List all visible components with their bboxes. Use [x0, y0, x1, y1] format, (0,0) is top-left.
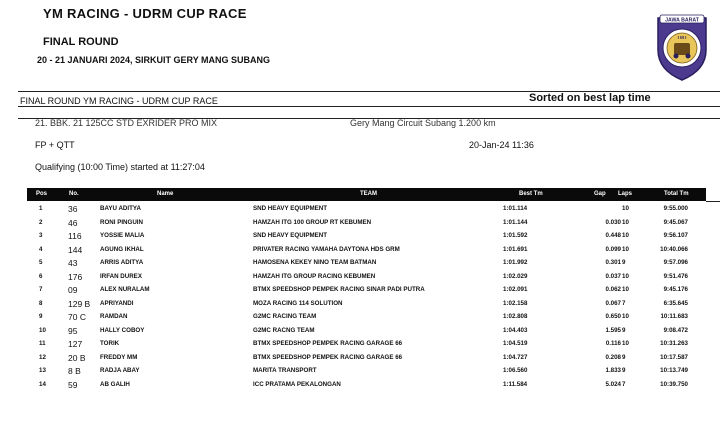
team-cell: BTMX SPEEDSHOP PEMPEK RACING SINAR PADI PUTRA: [253, 286, 425, 293]
team-cell: HAMZAH ITG GROUP RACING KEBUMEN: [253, 272, 376, 280]
team-cell: G2MC RACNG TEAM: [253, 326, 315, 334]
pos-cell: 3: [39, 232, 43, 239]
laps-cell: 10: [622, 272, 629, 280]
number-cell: 20 B: [68, 352, 86, 363]
gap-cell: 0.037: [605, 272, 621, 280]
sort-note: Sorted on best lap time: [529, 92, 651, 104]
laps-cell: 9: [622, 367, 626, 374]
table-row: [27, 230, 706, 244]
laps-cell: 10: [622, 313, 629, 320]
number-cell: 127: [68, 339, 83, 349]
table-row: [27, 271, 706, 285]
gap-cell: 0.208: [605, 353, 621, 361]
best-time-cell: 1:11.584: [503, 380, 528, 388]
table-row: [27, 338, 706, 352]
laps-cell: 9: [622, 326, 626, 334]
total-time-cell: 9:51.476: [663, 272, 688, 280]
total-time-cell: 9:45.176: [663, 286, 688, 293]
event-dates-venue: 20 - 21 JANUARI 2024, SIRKUIT GERY MANG SUBANG: [37, 55, 271, 65]
rider-name-cell: TORIK: [100, 340, 120, 347]
number-cell: 176: [68, 271, 83, 282]
table-row: [27, 217, 706, 231]
rider-name-cell: AB GALIH: [100, 380, 130, 388]
best-time-cell: 1:01.691: [503, 245, 528, 253]
pos-cell: 4: [39, 245, 43, 253]
laps-cell: 10: [622, 245, 629, 253]
laps-cell: 10: [622, 218, 629, 226]
laps-cell: 7: [622, 380, 626, 388]
table-row: [27, 257, 706, 271]
number-cell: 8 B: [68, 366, 81, 376]
gap-cell: 0.650: [605, 313, 621, 320]
header-name: Name: [157, 191, 174, 197]
rider-name-cell: RAMDAN: [100, 313, 128, 320]
total-time-cell: 6:35.645: [663, 299, 688, 307]
qualifying-info: Qualifying (10:00 Time) started at 11:27:04: [35, 162, 205, 172]
total-time-cell: 9:56.107: [663, 232, 688, 239]
laps-cell: 9: [622, 353, 626, 361]
rider-name-cell: RADJA ABAY: [100, 367, 140, 374]
rider-name-cell: ALEX NURALAM: [100, 286, 150, 293]
logo-text-top: JAWA BARAT: [665, 17, 699, 24]
pos-cell: 14: [39, 380, 46, 388]
team-cell: MARITA TRANSPORT: [253, 367, 317, 374]
team-cell: HAMZAH ITG 100 GROUP RT KEBUMEN: [253, 218, 372, 226]
logo-text-mid: I M I: [677, 35, 687, 40]
pos-cell: 8: [39, 299, 43, 307]
team-cell: BTMX SPEEDSHOP PEMPEK RACING GARAGE 66: [253, 353, 403, 361]
best-time-cell: 1:01.992: [503, 259, 528, 266]
rider-name-cell: BAYU ADITYA: [100, 205, 141, 212]
rider-name-cell: HALLY COBOY: [100, 326, 145, 334]
circuit-info: Gery Mang Circuit Subang 1.200 km: [350, 118, 496, 128]
rider-name-cell: ARRIS ADITYA: [100, 259, 144, 266]
laps-cell: 10: [622, 232, 629, 239]
report-subtitle: FINAL ROUND YM RACING - UDRM CUP RACE: [20, 96, 218, 106]
rider-name-cell: RONI PINGUIN: [100, 218, 143, 226]
gap-cell: 0.067: [605, 299, 621, 307]
team-cell: G2MC RACING TEAM: [253, 313, 317, 320]
pos-cell: 9: [39, 313, 43, 320]
table-row: [27, 284, 706, 298]
laps-cell: 9: [622, 259, 626, 266]
total-time-cell: 10:11.683: [660, 313, 688, 320]
total-time-cell: 10:31.263: [660, 340, 688, 347]
best-time-cell: 1:04.727: [503, 353, 528, 361]
imi-jawa-barat-logo: [652, 10, 712, 82]
total-time-cell: 10:39.750: [660, 380, 688, 388]
total-time-cell: 10:17.587: [660, 353, 688, 361]
total-time-cell: 9:55.000: [663, 205, 688, 212]
best-time-cell: 1:02.091: [503, 286, 528, 293]
event-title: YM RACING - UDRM CUP RACE: [43, 6, 247, 21]
number-cell: 46: [68, 217, 78, 228]
round-label: FINAL ROUND: [43, 36, 119, 48]
team-cell: SND HEAVY EQUIPMENT: [253, 205, 328, 212]
gap-cell: 0.116: [605, 340, 621, 347]
team-cell: HAMOSENA KEKEY NINO TEAM BATMAN: [253, 259, 377, 266]
header-best: Best Tm: [519, 191, 543, 197]
pos-cell: 2: [39, 218, 43, 226]
results-table-body: [27, 203, 706, 392]
gap-cell: 0.301: [605, 259, 621, 266]
gap-cell: 0.030: [605, 218, 621, 226]
number-cell: 70 C: [68, 312, 86, 322]
results-table-header: [27, 188, 706, 201]
table-row: [27, 352, 706, 366]
rider-name-cell: FREDDY MM: [100, 353, 138, 361]
gap-cell: 5.024: [605, 380, 621, 388]
pos-cell: 13: [39, 367, 46, 374]
table-row: [27, 325, 706, 339]
rider-name-cell: APRIYANDI: [100, 299, 134, 307]
rider-name-cell: IRFAN DUREX: [100, 272, 142, 280]
table-row: [27, 298, 706, 312]
best-time-cell: 1:02.808: [503, 313, 528, 320]
number-cell: 43: [68, 258, 78, 268]
header-pos: Pos: [36, 191, 48, 197]
number-cell: 59: [68, 379, 78, 390]
header-laps: Laps: [618, 191, 633, 197]
number-cell: 116: [68, 231, 82, 241]
total-time-cell: 10:40.066: [660, 245, 688, 253]
table-row: [27, 244, 706, 258]
rider-name-cell: AGUNG IKHAL: [100, 245, 144, 253]
rider-name-cell: YOSSIE MALIA: [100, 232, 145, 239]
best-time-cell: 1:06.560: [503, 367, 528, 374]
pos-cell: 1: [39, 205, 43, 212]
team-cell: BTMX SPEEDSHOP PEMPEK RACING GARAGE 66: [253, 340, 403, 347]
best-time-cell: 1:02.029: [503, 272, 528, 280]
best-time-cell: 1:04.403: [503, 326, 528, 334]
pos-cell: 11: [39, 340, 46, 347]
header-rule-mid: [18, 106, 720, 107]
laps-cell: 10: [622, 340, 629, 347]
session-label: FP + QTT: [35, 140, 75, 150]
laps-cell: 10: [622, 205, 629, 212]
gap-cell: 0.062: [605, 286, 621, 293]
team-cell: MOZA RACING 114 SOLUTION: [253, 299, 343, 307]
report-timestamp: 20-Jan-24 11:36: [469, 140, 534, 150]
header-gap: Gap: [594, 191, 606, 197]
laps-cell: 7: [622, 299, 626, 307]
total-time-cell: 9:08.472: [663, 326, 688, 334]
class-name: 21. BBK. 21 125CC STD EXRIDER PRO MIX: [35, 118, 218, 128]
gap-cell: 0.099: [605, 245, 621, 253]
header-no: No.: [69, 191, 79, 197]
total-time-cell: 10:13.749: [660, 367, 688, 374]
team-cell: PRIVATER RACING YAMAHA DAYTONA HDS GRM: [253, 245, 400, 253]
gap-cell: 1.595: [605, 326, 621, 334]
best-time-cell: 1:01.114: [503, 205, 528, 212]
pos-cell: 10: [39, 326, 46, 334]
pos-cell: 6: [39, 272, 43, 280]
number-cell: 09: [68, 285, 78, 295]
table-row: [27, 203, 706, 217]
laps-cell: 10: [622, 286, 629, 293]
table-row: [27, 311, 706, 325]
best-time-cell: 1:04.519: [503, 340, 528, 347]
table-row: [27, 365, 706, 379]
team-cell: SND HEAVY EQUIPMENT: [253, 232, 328, 239]
pos-cell: 5: [39, 259, 43, 266]
header-total: Total Tm: [664, 191, 689, 197]
team-cell: ICC PRATAMA PEKALONGAN: [253, 380, 341, 388]
total-time-cell: 9:57.096: [663, 259, 688, 266]
number-cell: 36: [68, 204, 78, 214]
pos-cell: 7: [39, 286, 43, 293]
best-time-cell: 1:01.144: [503, 218, 528, 226]
gap-cell: 1.833: [605, 367, 621, 374]
pos-cell: 12: [39, 353, 46, 361]
best-time-cell: 1:02.158: [503, 299, 528, 307]
table-row: [27, 379, 706, 393]
header-team: TEAM: [360, 191, 377, 197]
total-time-cell: 9:45.067: [663, 218, 688, 226]
number-cell: 129 B: [68, 298, 91, 309]
best-time-cell: 1:01.592: [503, 232, 528, 239]
header-tail-line: [706, 201, 720, 202]
number-cell: 95: [68, 325, 78, 336]
gap-cell: 0.448: [605, 232, 621, 239]
number-cell: 144: [68, 244, 83, 255]
